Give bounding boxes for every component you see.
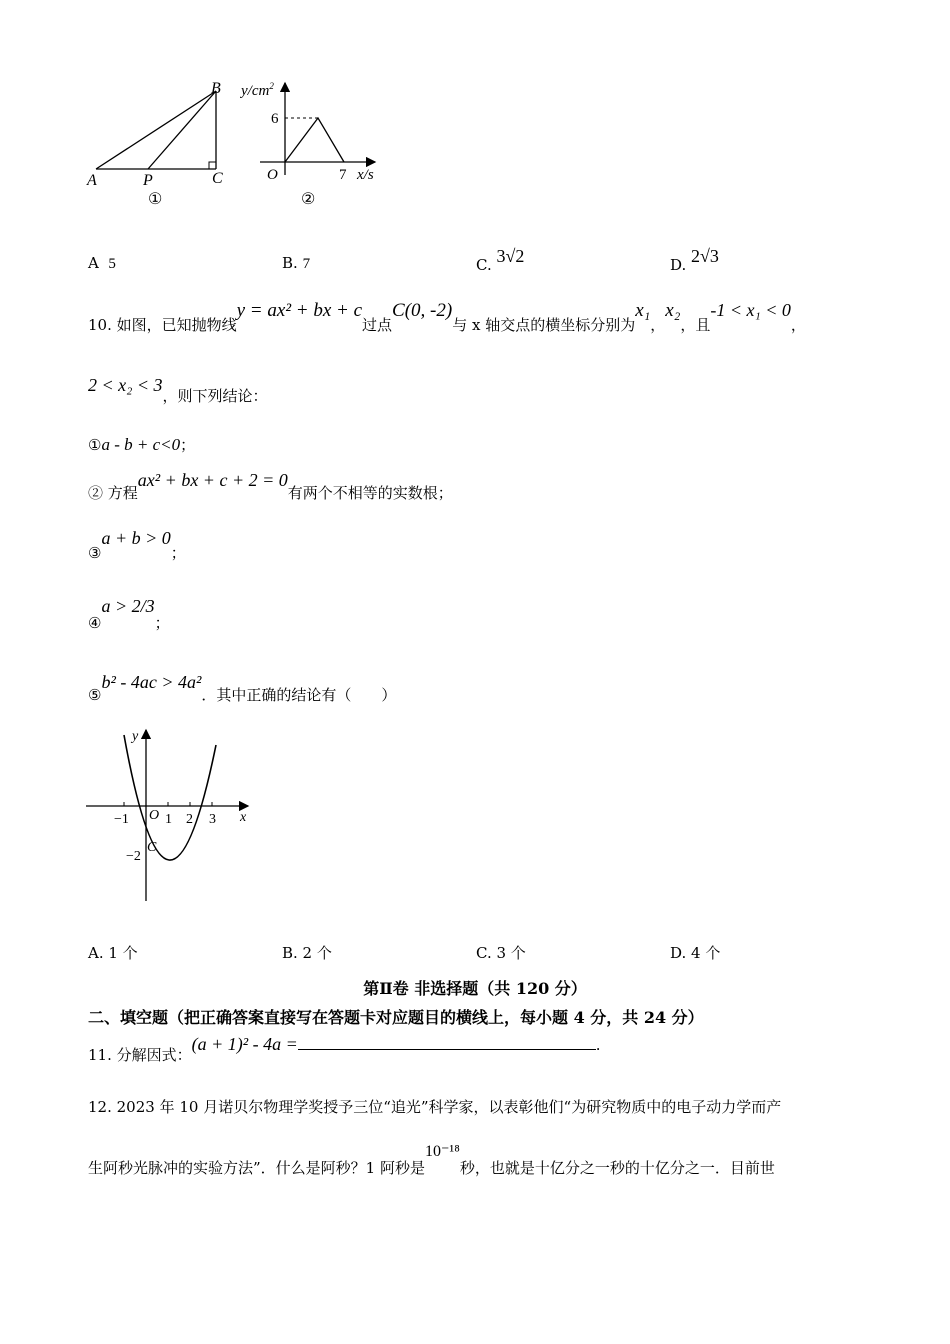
fig2-origin: O bbox=[267, 167, 278, 183]
q12-power: 10⁻¹⁸ bbox=[424, 1143, 460, 1160]
q10-and-text: ，且 bbox=[680, 316, 711, 334]
q10-option-d: D. 4 个 bbox=[670, 944, 721, 962]
parabola-graph bbox=[82, 725, 257, 910]
fig1-label-c: C bbox=[212, 170, 223, 187]
q10-pass-text: 过点 bbox=[362, 316, 393, 334]
q10-x1: x₁ bbox=[635, 300, 651, 321]
q10-point: C(0, -2) bbox=[392, 300, 453, 321]
graph-tick-2: 2 bbox=[186, 812, 193, 827]
q9-option-b: B. 7 bbox=[282, 254, 311, 272]
fig1-caption: ① bbox=[148, 191, 163, 208]
triangle-figure bbox=[80, 75, 240, 215]
q10-statement-4: ④a > 2/3； bbox=[88, 596, 170, 632]
q10-stem-line2 bbox=[88, 375, 268, 405]
section-title: 第Ⅱ卷 非选择题（共 120 分） bbox=[363, 979, 587, 998]
q10-equation: y = ax² + bx + c bbox=[236, 300, 363, 321]
q10-statement-1: ①a - b + c<0； bbox=[88, 435, 196, 454]
graph-origin: O bbox=[149, 808, 160, 823]
fig2-ylabel: $y/cm^2$ bbox=[241, 81, 274, 99]
q11-prefix: 11. 分解因式： bbox=[88, 1046, 192, 1064]
fig2-caption: ② bbox=[301, 191, 316, 208]
graph-y-label: y bbox=[132, 729, 139, 744]
q9-option-c: C. 3√2 bbox=[476, 246, 525, 274]
fig1-label-a: A bbox=[87, 172, 97, 189]
q10-option-c: C. 3 个 bbox=[476, 944, 526, 962]
q12-line1: 12. 2023 年 10 月诺贝尔物理学奖授予三位“追光”科学家，以表彰他们“为研究物质中的电子动力学而产 bbox=[88, 1098, 782, 1116]
graph-tick-1: 1 bbox=[165, 812, 172, 827]
graph-tick-3: 3 bbox=[209, 812, 216, 827]
q9-option-d: D. 2√3 bbox=[670, 246, 719, 274]
q10-option-a: A. 1 个 bbox=[88, 944, 138, 962]
section-heading: 二、填空题（把正确答案直接写在答题卡对应题目的横线上，每小题 4 分，共 24 分） bbox=[88, 1008, 704, 1027]
q11-expr: (a + 1)² - 4a = bbox=[191, 1034, 298, 1054]
q11-line: 11. 分解因式：(a + 1)² - 4a = . bbox=[88, 1034, 601, 1064]
graph-x-label: x bbox=[240, 810, 247, 825]
fig2-xlabel: x/s bbox=[357, 167, 374, 183]
graph-y-tick: −2 bbox=[126, 849, 141, 864]
q10-statement-5: ⑤b² - 4ac > 4a²．其中正确的结论有（ ） bbox=[88, 672, 397, 704]
q10-option-b: B. 2 个 bbox=[282, 944, 332, 962]
q10-statement-2: ② 方程ax² + bx + c + 2 = 0有两个不相等的实数根； bbox=[88, 470, 453, 502]
q10-cond2: 2 < x₂ < 3 bbox=[88, 375, 163, 395]
fig1-label-p: P bbox=[143, 172, 153, 189]
q10-statement-3: ③a + b > 0； bbox=[88, 528, 186, 562]
q10-intersect-text: 与 x 轴交点的横坐标分别为 bbox=[452, 316, 636, 334]
q10-stem-line1: 10. 如图，已知抛物线y = ax² + bx + c过点C(0, -2)与 x 轴交点的横坐标分别为x₁，x₂，且-1 < x₁ < 0， bbox=[88, 300, 806, 334]
q11-answer-blank[interactable] bbox=[298, 1035, 596, 1050]
q10-tail: ，则下列结论： bbox=[162, 387, 268, 405]
q12-line2: 生阿秒光脉冲的实验方法”．什么是阿秒？1 阿秒是10⁻¹⁸秒，也就是十亿分之一秒的十亿分之一．目前世 bbox=[88, 1143, 775, 1177]
fig1-label-b: B bbox=[211, 80, 221, 97]
graph-tick-neg1: −1 bbox=[114, 812, 129, 827]
q9-option-a: A 5 bbox=[88, 254, 116, 272]
fig2-y-tick: 6 bbox=[271, 111, 279, 127]
q10-cond1: -1 < x₁ < 0 bbox=[710, 300, 791, 320]
fig2-x-tick: 7 bbox=[339, 167, 347, 183]
q10-prefix: 10. 如图，已知抛物线 bbox=[88, 316, 237, 334]
area-time-graph bbox=[240, 75, 390, 215]
q10-x2: x₂ bbox=[665, 300, 681, 321]
graph-point-c: C bbox=[147, 840, 157, 855]
